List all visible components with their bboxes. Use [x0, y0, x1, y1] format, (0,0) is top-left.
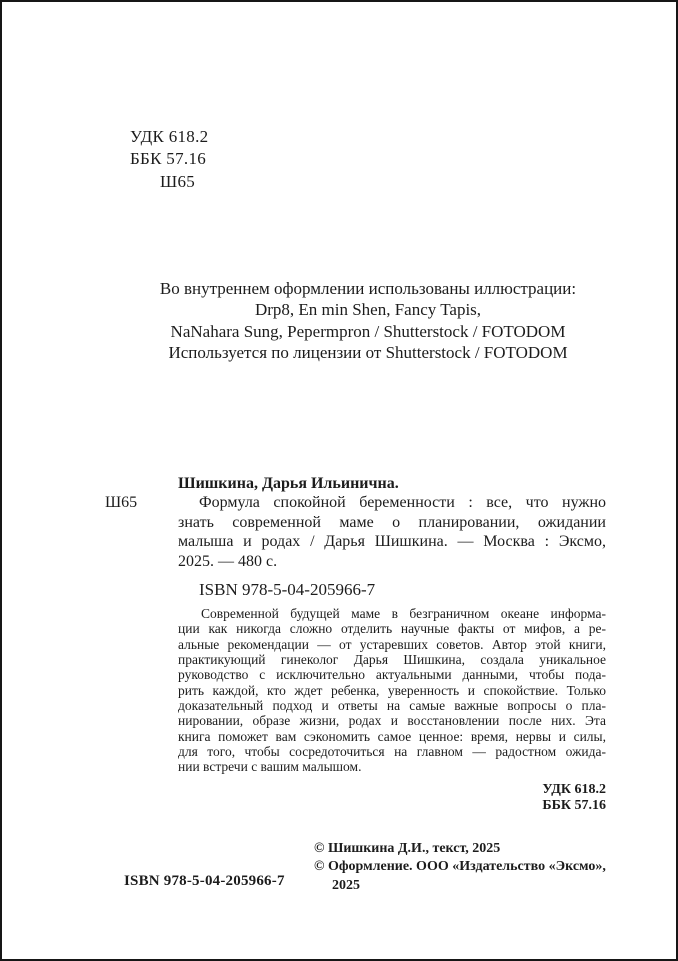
copyright-block — [314, 840, 626, 895]
annotation-line: нировании, образе жизни, родах и восстановлении после них. Эта — [178, 713, 606, 729]
annotation-line: ции как никогда сложно отделить научные факты от мифов, а ре- — [178, 621, 606, 637]
bbk-code-bottom: ББК 57.16 — [542, 797, 606, 813]
udk-code-bottom: УДК 618.2 — [542, 782, 606, 797]
annotation-line: для того, чтобы сосредоточиться на главном — радостном ожида- — [178, 744, 606, 760]
isbn-footer: ISBN 978-5-04-205966-7 — [124, 873, 285, 889]
credit-line: NaNahara Sung, Pepermpron / Shutterstock / FOTODOM — [170, 321, 566, 341]
annotation-line: доказательный подход и ответы на самые важные вопросы о пла- — [178, 698, 606, 714]
biblio-line: Формула спокойной беременности : все, что нужно — [199, 494, 606, 512]
top-classification-codes — [130, 126, 208, 193]
author-sign-code: Ш65 — [160, 171, 196, 191]
credit-line: Используется по лицензии от Shutterstock / FOTODOM — [168, 343, 568, 363]
annotation-line: Современной будущей маме в безграничном океане информа- — [201, 606, 606, 621]
biblio-line: 2025. — 480 с. — [178, 552, 278, 570]
annotation-line: нии встречи с вашим малышом. — [178, 759, 362, 775]
annotation-line: практикующий гинеколог Дарья Шишкина, создала уникальное — [178, 652, 606, 668]
annotation-line: рить каждой, кто ждет ребенка, уверенность и спокойствие. Только — [178, 682, 606, 698]
annotation-line: книга поможет вам сэкономить самое ценное: время, нервы и силы, — [178, 728, 606, 744]
annotation-line: альные рекомендации — от устаревших советов. Автор этой книги, — [178, 636, 606, 652]
copyright-line: © Шишкина Д.И., текст, 2025 — [314, 841, 501, 856]
bibliographic-entry — [105, 474, 606, 571]
biblio-line: знать современной маме о планировании, ожидании — [178, 513, 606, 531]
annotation-line: руководство с исключительно актуальными данными, чтобы пода- — [178, 667, 606, 683]
bibliographic-description — [178, 493, 606, 571]
bbk-code: ББК 57.16 — [130, 149, 207, 169]
credit-line: Во внутреннем оформлении использованы иллюстрации: — [159, 279, 577, 298]
margin-author-sign-code: Ш65 — [105, 494, 138, 512]
bottom-classification-codes — [406, 782, 606, 813]
copyright-line: 2025 — [332, 877, 360, 893]
credit-line: Drp8, En min Shen, Fancy Tapis, — [254, 300, 482, 320]
biblio-line: малыша и родах / Дарья Шишкина. — Москва : Эксмо, — [178, 533, 606, 551]
udk-code: УДК 618.2 — [130, 127, 209, 146]
illustration-credits — [59, 278, 677, 364]
isbn-entry: ISBN 978-5-04-205966-7 — [199, 580, 376, 599]
author-heading: Шишкина, Дарья Ильинична. — [178, 475, 399, 492]
copyright-line: © Оформление. ООО «Издательство «Эксмо», — [314, 859, 606, 875]
annotation-paragraph — [178, 606, 606, 775]
